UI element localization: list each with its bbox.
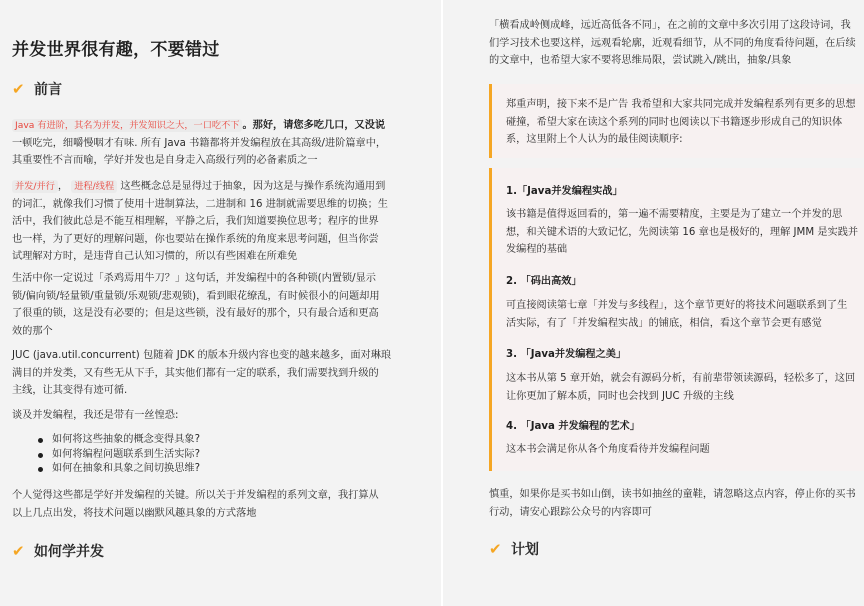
section-heading-how-to-learn — [12, 541, 104, 561]
paragraph-caution — [489, 486, 864, 521]
paragraph-line: 主线，让其变得有迹可循. — [12, 385, 128, 396]
paragraph-locks — [12, 270, 432, 340]
section-heading-text: 如何学并发 — [34, 544, 104, 560]
paragraph-line: 让你更加了解本质，同时也会找到 JUC 升级的主线 — [506, 390, 734, 402]
paragraph-line: 锁/偏向锁/轻量锁/重量锁/乐观锁/悲观锁)，看到眼花缭乱，有时候很小的问题却用 — [12, 290, 380, 302]
separator-text: ， — [57, 181, 69, 192]
paragraph-text: 。那好，请您多吃几口，又没说 — [242, 120, 386, 131]
paragraph-line: 可直接阅读第七章「并发与多线程」，这个章节更好的将技术问题联系到了生 — [506, 300, 848, 311]
paragraph-line: 发编程的基础 — [506, 244, 568, 255]
paragraph-line: 其重要性不言而喻，学好并发也是自身走入高级行列的必备素质之一 — [12, 155, 318, 166]
book-title: 2. 「码出高效」 — [506, 276, 582, 287]
paragraph-line — [12, 178, 432, 196]
paragraph-line: 这本书会满足你从各个角度看待并发编程问题 — [506, 444, 710, 455]
book-description — [506, 297, 860, 332]
paragraph-intro — [12, 117, 432, 170]
check-icon: ✔ — [12, 80, 25, 98]
list-item: 如何将编程问题联系到生活实际? — [38, 448, 200, 463]
book-title: 1.「Java并发编程实战」 — [506, 186, 623, 197]
paragraph-line: 以上几点出发，将技术问题以幽默风趣具象的方式落地 — [12, 507, 257, 519]
paragraph-text: 这些概念总是显得过于抽象，因为这是与操作系统沟通用到 — [117, 181, 386, 192]
inline-code-highlight: Java 有进阶，其名为并发，并发知识之大，一口吃不下 — [12, 119, 242, 132]
blockquote-book-list — [489, 168, 864, 471]
paragraph-line: 也一样，为了更好的理解问题，你也要站在操作系统的角度来思考问题，但当你尝 — [12, 233, 379, 245]
section-heading-preface — [12, 79, 62, 99]
paragraph-line: 碰撞，希望大家在读这个系列的同时也阅读以下书籍逐步形成自己的知识体 — [506, 116, 843, 128]
paragraph-line: 「横看成岭侧成峰，远近高低各不同」，在之前的文章中多次引用了这段诗词，我 — [489, 20, 851, 31]
paragraph-anxiety: 谈及并发编程，我还是带有一丝惶恐: — [12, 410, 179, 421]
paragraph-line: 效的那个 — [12, 325, 53, 337]
paragraph-line: 系，这里附上个人认为的最佳阅读顺序: — [506, 134, 683, 145]
check-icon: ✔ — [12, 542, 25, 560]
paragraph-poem-intro — [489, 17, 864, 70]
book-title: 3. 「Java并发编程之美」 — [506, 349, 627, 360]
paragraph-line: JUC (java.util.concurrent) 包随着 JDK 的版本升级内容也变的越来越多，面对琳琅 — [12, 350, 392, 361]
section-heading-text: 前言 — [34, 82, 62, 98]
paragraph-line: 一顿吃完，细嚼慢咽才有味. 所有 Java 书籍都将并发编程放在其高级/进阶篇章中， — [12, 137, 387, 149]
paragraph-line: 的词汇，就像我们习惯了使用十进制算法，二进制和 16 进制就需要思维的切换；生 — [12, 198, 388, 210]
paragraph-line: 们学习技术也要这样，远观看轮廓，近观看细节，从不同的角度看待问题，在后续 — [489, 37, 856, 49]
question-list — [38, 433, 200, 477]
paragraph-line: 了很重的锁，这是没有必要的；但是这些锁，没有最好的那个，只有最合适和更高 — [12, 308, 379, 319]
paragraph-line: 郑重声明，接下来不是广告 我希望和大家共同完成并发编程系列有更多的思想 — [506, 99, 856, 110]
paragraph-line: 该书籍是值得返回看的，第一遍不需要精度，主要是为了建立一个并发的思 — [506, 209, 843, 220]
inline-code-process: 进程/线程 — [71, 180, 117, 193]
paragraph-line: 生活中你一定说过「杀鸡焉用牛刀？」这句话，并发编程中的各种锁(内置锁/显示 — [12, 273, 376, 284]
book-description — [506, 206, 860, 259]
list-item: 如何将这些抽象的概念变得具象? — [38, 433, 200, 448]
paragraph-line: 想，和关键术语的大致记忆，先阅读第 16 章也是极好的，理解 JMM 是实践并 — [506, 226, 859, 238]
blockquote-notice — [489, 84, 864, 158]
paragraph-line: 活中，我们彼此总是不能互相理解，平静之后，我们知道要换位思考；程序的世界 — [12, 216, 379, 227]
paragraph-line — [12, 117, 432, 135]
list-item: 如何在抽象和具象之间切换思维? — [38, 462, 200, 477]
section-heading-plan — [489, 539, 539, 559]
book-description — [506, 370, 860, 405]
paragraph-juc — [12, 347, 432, 400]
paragraph-line: 的文章中，也希望大家不要将思维局限，尝试跳入/跳出，抽象/具象 — [489, 55, 792, 66]
paragraph-plan-intent — [12, 487, 432, 522]
paragraph-line: 活实际，有了「并发编程实战」的铺底，相信，看这个章节会更有感觉 — [506, 317, 822, 329]
check-icon: ✔ — [489, 540, 502, 558]
page-title: 并发世界很有趣，不要错过 — [12, 40, 220, 60]
blockquote-text — [506, 96, 860, 149]
paragraph-line: 行动，请安心跟踪公众号的内容即可 — [489, 506, 652, 518]
inline-code-concurrency: 并发/并行 — [12, 180, 58, 193]
book-description — [506, 441, 860, 459]
paragraph-concepts — [12, 178, 432, 266]
paragraph-line: 满目的并发类，又有些无从下手，其实他们都有一定的联系，我们需要找到升级的 — [12, 367, 379, 379]
paragraph-line: 个人觉得这些都是学好并发编程的关键。所以关于并发编程的系列文章，我打算从 — [12, 490, 379, 501]
paragraph-line: 慎重，如果你是买书如山倒，读书如抽丝的童鞋，请忽略这点内容，停止你的买书 — [489, 489, 856, 500]
book-title: 4. 「Java 并发编程的艺术」 — [506, 421, 640, 432]
paragraph-line: 试理解对方时，是违背自己认知习惯的，所以有些困难在所难免 — [12, 251, 298, 262]
section-heading-text: 计划 — [511, 542, 539, 558]
paragraph-line: 这本书从第 5 章开始，就会有源码分析，有前辈带领读源码，轻松多了，这回 — [506, 373, 856, 384]
